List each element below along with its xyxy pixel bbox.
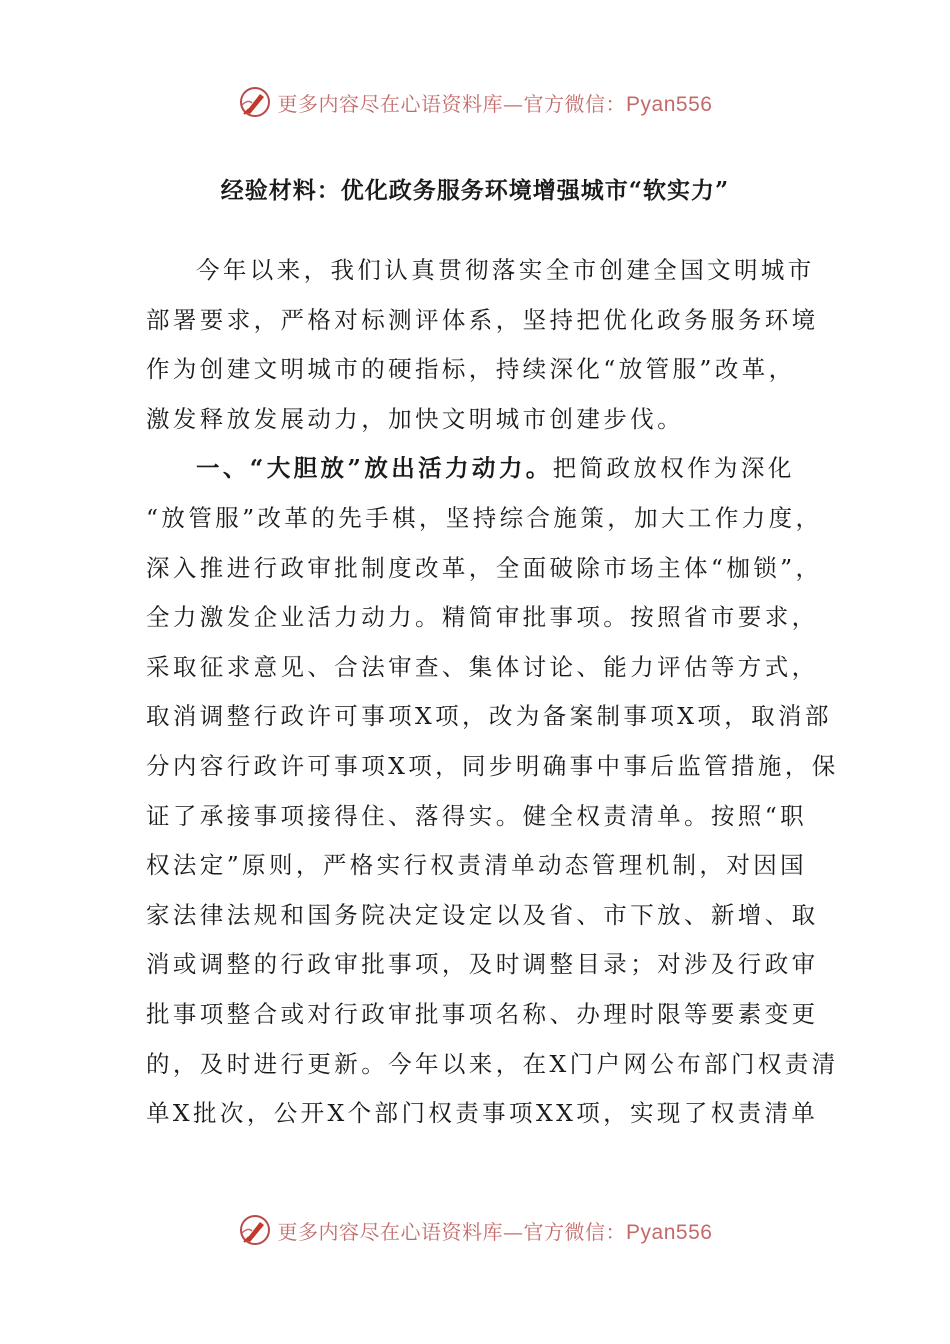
text-line [146, 1089, 819, 1139]
watermark-header [0, 80, 950, 124]
line-text: 批事项整合或对行政审批事项名称、办理时限等要素变更 [146, 999, 819, 1028]
text-line [146, 593, 819, 643]
pen-logo-icon [238, 1213, 272, 1247]
watermark-text: 更多内容尽在心语资料库—官方微信： [277, 1219, 627, 1244]
line-text: 单X批次，公开X个部门权责事项XX项，实现了权责清单 [146, 1099, 819, 1128]
text-line [146, 444, 806, 494]
line-text: 全力激发企业活力动力。精简审批事项。按照省市要求， [146, 603, 819, 632]
watermark-wechat-id: Pyan556 [626, 1220, 713, 1244]
line-text: 激发释放发展动力，加快文明城市创建步伐。 [146, 404, 684, 433]
watermark-wechat-id: Pyan556 [626, 92, 713, 116]
text-line [146, 296, 819, 346]
watermark-text: 更多内容尽在心语资料库—官方微信： [277, 91, 627, 116]
line-text: 家法律法规和国务院决定设定以及省、市下放、新增、取 [146, 900, 819, 929]
text-line [146, 692, 832, 742]
line-text: 取消调整行政许可事项X项，改为备案制事项X项，取消部 [146, 702, 832, 731]
line-text: 的，及时进行更新。今年以来，在X门户网公布部门权责清 [146, 1049, 839, 1078]
text-line [146, 990, 819, 1040]
line-text: 作为创建文明城市的硬指标，持续深化“放管服”改革， [146, 355, 796, 384]
text-line [146, 643, 819, 693]
text-line [146, 544, 823, 594]
pen-logo-icon [238, 85, 272, 119]
text-line [146, 1040, 839, 1090]
line-text: “放管服”改革的先手棋，坚持综合施策，加大工作力度， [146, 503, 823, 532]
section-heading: 一、“大胆放”放出活力动力。 [196, 454, 553, 483]
line-text: 证了承接事项接得住、落得实。健全权责清单。按照“职 [146, 801, 808, 830]
text-line [146, 742, 839, 792]
text-line [146, 891, 819, 941]
document-title: 经验材料：优化政务服务环境增强城市“软实力” [220, 177, 730, 204]
text-line [146, 246, 815, 296]
text-line [146, 841, 806, 891]
watermark-footer [0, 1208, 950, 1252]
text-line [146, 494, 823, 544]
line-text: 把简政放权作为深化 [552, 454, 795, 483]
text-line [146, 395, 806, 445]
line-text: 今年以来，我们认真贯彻落实全市创建全国文明城市 [196, 256, 815, 284]
line-text: 消或调整的行政审批事项，及时调整目录；对涉及行政审 [146, 950, 819, 979]
text-line [146, 345, 806, 395]
document-body [146, 246, 839, 1139]
line-text: 部署要求，严格对标测评体系，坚持把优化政务服务环境 [146, 305, 819, 334]
line-text: 深入推进行政审批制度改革，全面破除市场主体“枷锁”， [146, 553, 823, 582]
line-text: 权法定”原则，严格实行权责清单动态管理机制，对因国 [146, 851, 808, 880]
line-text: 采取征求意见、合法审查、集体讨论、能力评估等方式， [146, 652, 819, 681]
line-text: 分内容行政许可事项X项，同步明确事中事后监管措施，保 [146, 751, 839, 780]
text-line [146, 940, 819, 990]
text-line [146, 792, 806, 842]
